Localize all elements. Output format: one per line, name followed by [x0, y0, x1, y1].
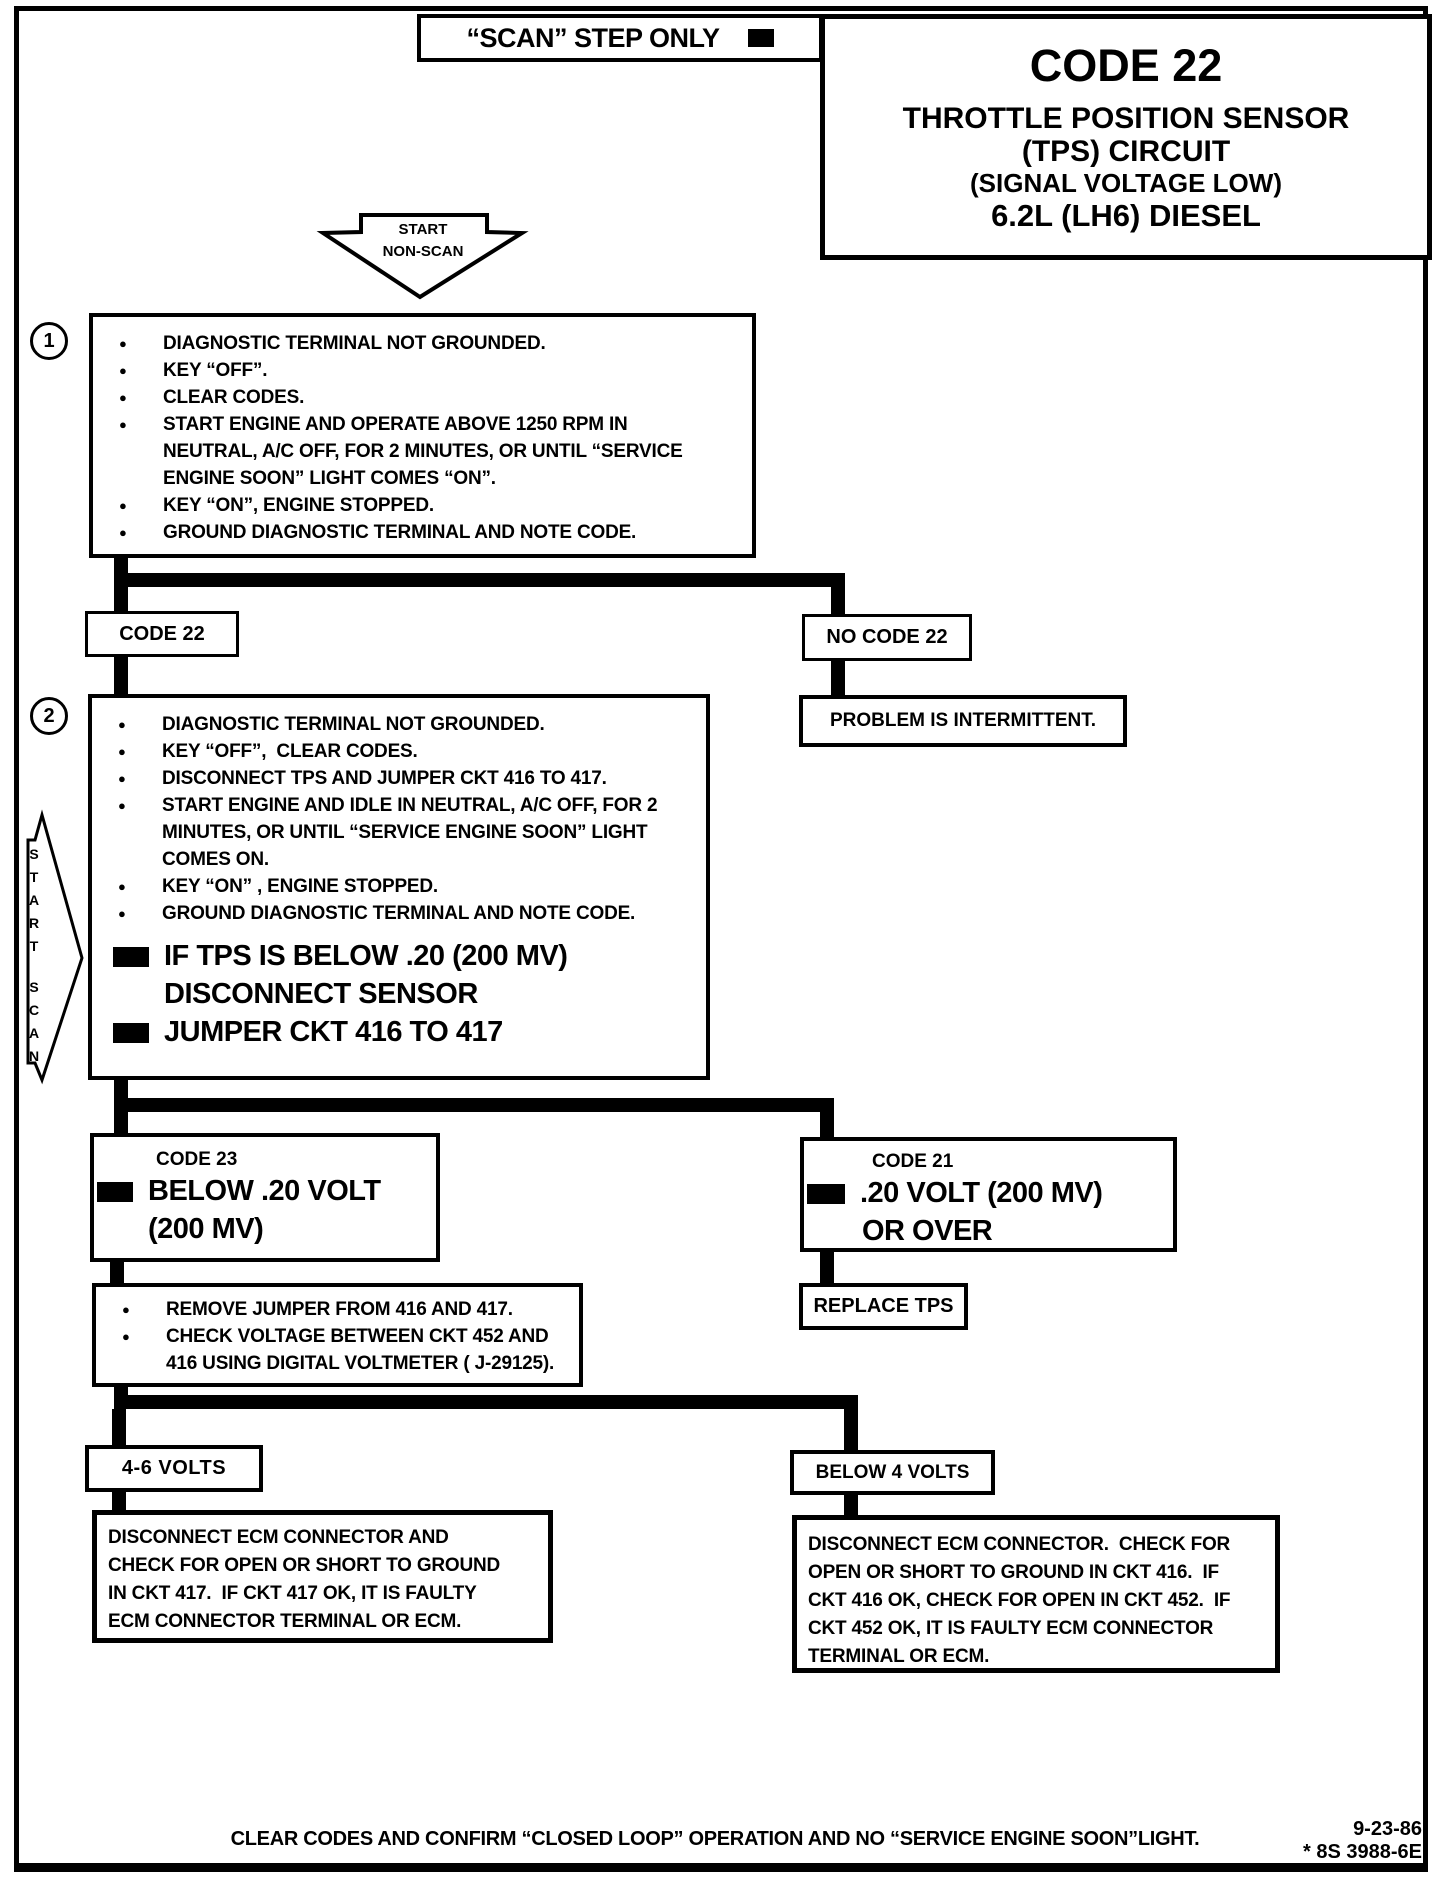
bullet-text: CLEAR CODES.: [163, 387, 305, 408]
code-23-line1: BELOW .20 VOLT: [148, 1175, 381, 1207]
bullet-item: [111, 519, 746, 546]
bullet-text: KEY “OFF”, CLEAR CODES.: [162, 741, 418, 762]
bullet-item: [111, 330, 746, 357]
problem-intermittent-box: [799, 695, 1127, 747]
code-23-box: [90, 1133, 440, 1262]
bullet-continuation: [114, 1350, 573, 1377]
bullet-icon: ●: [122, 1329, 130, 1344]
bullet-text: 416 USING DIGITAL VOLTMETER ( J-29125).: [166, 1353, 555, 1374]
below-4-volts-label: [790, 1450, 995, 1495]
title-line2: (TPS) CIRCUIT: [1021, 135, 1231, 168]
bullet-item: [114, 1323, 573, 1350]
connector-line: [820, 1112, 834, 1140]
connector-line: [831, 587, 845, 617]
bullet-text: GROUND DIAGNOSTIC TERMINAL AND NOTE CODE.: [162, 903, 636, 924]
start-scan-word2: SCAN: [26, 979, 42, 1071]
bullet-text: REMOVE JUMPER FROM 416 AND 417.: [166, 1299, 513, 1320]
bullet-text: DIAGNOSTIC TERMINAL NOT GROUNDED.: [162, 714, 545, 735]
bullet-icon: ●: [118, 717, 126, 732]
volts-4-6-text: 4-6 VOLTS: [121, 1457, 227, 1479]
bullet-continuation: [110, 819, 700, 846]
remove-jumper-box: [92, 1283, 583, 1387]
bullet-text: START ENGINE AND OPERATE ABOVE 1250 RPM IN: [163, 414, 628, 435]
black-square-marker-icon: [113, 1023, 149, 1043]
start-scan-word1: START: [26, 846, 42, 961]
connector-line: [114, 1098, 834, 1112]
bullet-icon: ●: [119, 390, 127, 405]
bullet-text: MINUTES, OR UNTIL “SERVICE ENGINE SOON” LIGHT: [162, 822, 648, 843]
start-non-scan-arrow-text: [323, 219, 523, 263]
start-non-scan-line1: START: [398, 221, 448, 238]
bullet-item: [111, 357, 746, 384]
black-square-marker-icon: [807, 1184, 845, 1204]
result-line: DISCONNECT ECM CONNECTOR AND: [108, 1527, 449, 1548]
start-scan-arrow-text: [22, 846, 46, 1071]
bullet-text: ENGINE SOON” LIGHT COMES “ON”.: [163, 468, 496, 489]
code-21-line2: OR OVER: [862, 1215, 993, 1247]
result-line: IN CKT 417. IF CKT 417 OK, IT IS FAULTY: [108, 1583, 477, 1604]
branch-code-22-text: CODE 22: [119, 622, 205, 645]
result-line: DISCONNECT ECM CONNECTOR. CHECK FOR: [808, 1534, 1231, 1555]
bullet-item: [110, 738, 700, 765]
step-2-number: [30, 697, 68, 735]
bullet-item: [114, 1296, 573, 1323]
action-item: [110, 937, 700, 975]
bullet-text: START ENGINE AND IDLE IN NEUTRAL, A/C OFF, FOR 2: [162, 795, 658, 816]
connector-line: [844, 1409, 858, 1453]
bullet-icon: ●: [118, 744, 126, 759]
code-21-line1-row: [804, 1174, 1173, 1212]
problem-intermittent-text: PROBLEM IS INTERMITTENT.: [830, 710, 1096, 731]
title-line1: THROTTLE POSITION SENSOR: [902, 102, 1350, 135]
bullet-item: [111, 384, 746, 411]
connector-line: [114, 573, 845, 587]
step-2-box: [88, 694, 710, 1080]
connector-line: [114, 1395, 858, 1409]
branch-no-code-22-label: [802, 614, 972, 661]
bullet-icon: ●: [118, 771, 126, 786]
branch-code-22-label: [85, 611, 239, 657]
scan-step-only-label: “SCAN” STEP ONLY: [466, 22, 720, 53]
bullet-text: KEY “ON” , ENGINE STOPPED.: [162, 876, 438, 897]
replace-tps-box: [799, 1283, 968, 1330]
code-23-line1-row: [94, 1172, 436, 1210]
bullet-icon: ●: [118, 798, 126, 813]
bullet-icon: ●: [118, 879, 126, 894]
branch-no-code-22-text: NO CODE 22: [826, 626, 948, 648]
action-text: IF TPS IS BELOW .20 (200 MV): [164, 940, 568, 972]
title-code: CODE 22: [1029, 40, 1223, 91]
title-line4: 6.2L (LH6) DIESEL: [991, 198, 1261, 233]
black-square-marker-icon: [113, 947, 149, 967]
code-23-label: CODE 23: [156, 1149, 238, 1170]
code-21-label: CODE 21: [872, 1151, 954, 1172]
step-2-number-text: 2: [43, 704, 55, 727]
bullet-item: [110, 711, 700, 738]
volts-4-6-label: [85, 1445, 263, 1492]
bullet-item: [110, 873, 700, 900]
bullet-text: KEY “OFF”.: [163, 360, 268, 381]
bullet-icon: ●: [119, 498, 127, 513]
footer-date: 9-23-86: [1353, 1818, 1422, 1840]
bullet-item: [110, 900, 700, 927]
bullet-text: COMES ON.: [162, 849, 269, 870]
code-21-box: [800, 1137, 1177, 1252]
below-4-volts-text: BELOW 4 VOLTS: [815, 1461, 970, 1483]
bullet-item: [110, 792, 700, 819]
connector-line: [820, 1250, 834, 1286]
step-1-number-text: 1: [43, 329, 55, 352]
black-square-marker-icon: [748, 29, 774, 47]
connector-line: [114, 655, 128, 697]
result-line: TERMINAL OR ECM.: [808, 1646, 990, 1667]
footer-reference-block: [1240, 1818, 1422, 1864]
bullet-spacer: [111, 465, 163, 492]
replace-tps-text: REPLACE TPS: [813, 1295, 954, 1317]
bullet-icon: ●: [119, 417, 127, 432]
step-1-number: [30, 322, 68, 360]
footer-note: CLEAR CODES AND CONFIRM “CLOSED LOOP” OPERATION AND NO “SERVICE ENGINE SOON”LIGHT.: [230, 1828, 1200, 1850]
black-square-marker-icon: [97, 1182, 133, 1202]
bullet-text: DIAGNOSTIC TERMINAL NOT GROUNDED.: [163, 333, 546, 354]
bullet-text: NEUTRAL, A/C OFF, FOR 2 MINUTES, OR UNTIL “SERVICE: [163, 441, 683, 462]
result-line: CKT 452 OK, IT IS FAULTY ECM CONNECTOR: [808, 1618, 1214, 1639]
bullet-text: KEY “ON”, ENGINE STOPPED.: [163, 495, 434, 516]
footer-reference: * 8S 3988-6E: [1303, 1841, 1422, 1863]
bullet-item: [110, 765, 700, 792]
action-item: [110, 1013, 700, 1051]
scan-step-only-banner: [417, 14, 823, 62]
step-1-box: [89, 313, 756, 558]
bullet-text: GROUND DIAGNOSTIC TERMINAL AND NOTE CODE.: [163, 522, 637, 543]
bullet-item: [111, 411, 746, 438]
title-box: [820, 14, 1432, 260]
bullet-spacer: [110, 846, 162, 873]
code-23-line2: (200 MV): [148, 1213, 264, 1245]
action-text: JUMPER CKT 416 TO 417: [164, 1016, 503, 1048]
connector-line: [112, 1409, 126, 1449]
result-line: CKT 416 OK, CHECK FOR OPEN IN CKT 452. IF: [808, 1590, 1231, 1611]
result-line: CHECK FOR OPEN OR SHORT TO GROUND: [108, 1555, 501, 1576]
bullet-continuation: [110, 846, 700, 873]
bullet-text: CHECK VOLTAGE BETWEEN CKT 452 AND: [166, 1326, 549, 1347]
bullet-icon: ●: [119, 363, 127, 378]
result-line: ECM CONNECTOR TERMINAL OR ECM.: [108, 1611, 462, 1632]
result-line: OPEN OR SHORT TO GROUND IN CKT 416. IF: [808, 1562, 1219, 1583]
bullet-icon: ●: [118, 906, 126, 921]
bullet-spacer: [111, 438, 163, 465]
bullet-icon: ●: [119, 336, 127, 351]
code-21-line1: .20 VOLT (200 MV): [860, 1177, 1103, 1209]
title-line3: (SIGNAL VOLTAGE LOW): [970, 168, 1282, 198]
bullet-icon: ●: [119, 525, 127, 540]
bullet-continuation: [111, 465, 746, 492]
connector-line: [831, 659, 845, 699]
bullet-item: [111, 492, 746, 519]
bullet-continuation: [111, 438, 746, 465]
ckt-416-result-box: [792, 1515, 1280, 1673]
bullet-icon: ●: [122, 1302, 130, 1317]
ckt-417-result-box: [92, 1510, 553, 1643]
step-2-actions: [110, 937, 700, 1051]
start-non-scan-line2: NON-SCAN: [382, 243, 464, 260]
bullet-text: DISCONNECT TPS AND JUMPER CKT 416 TO 417.: [162, 768, 607, 789]
bullet-spacer: [110, 819, 162, 846]
action-text: DISCONNECT SENSOR: [164, 978, 478, 1010]
bullet-spacer: [114, 1350, 166, 1377]
